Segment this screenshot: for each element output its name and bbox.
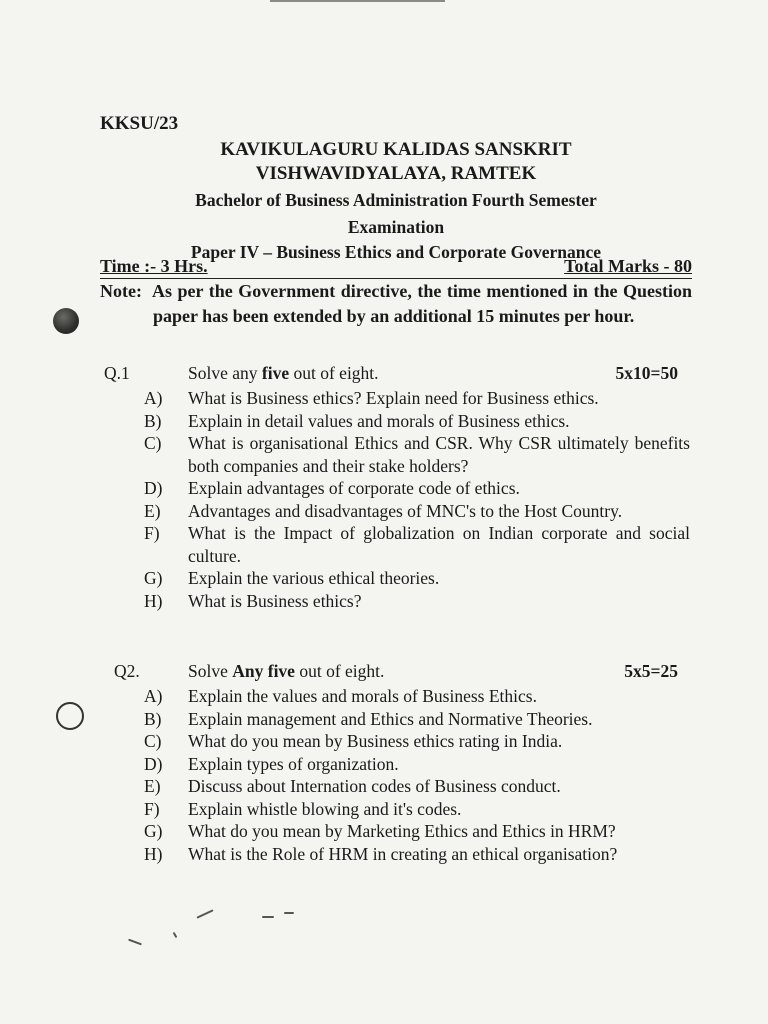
item-letter: H) [144, 590, 163, 611]
item-text: What do you mean by Marketing Ethics and Ethics in HRM? [188, 821, 616, 841]
item-letter: F) [144, 523, 160, 543]
item-text: What is the Role of HRM in creating an ethical organisation? [188, 843, 618, 864]
course-title-line2: Examination [347, 217, 445, 237]
question-item [100, 685, 690, 708]
item-text: What is Business ethics? [188, 590, 362, 611]
exam-duration: Time :- 3 Hrs. [100, 256, 208, 276]
question-item [100, 410, 690, 433]
question-item [100, 500, 690, 523]
note-text: As per the Government directive, the time mentioned in the Question paper has been extended by an additional 15 minutes per hour. [152, 281, 692, 326]
item-letter: G) [144, 568, 163, 588]
item-text: What is Business ethics? Explain need for Business ethics. [188, 388, 599, 408]
question-item [100, 843, 690, 866]
question-marks: 5x5=25 [624, 661, 678, 681]
instruction-emphasis: Any five [232, 661, 295, 681]
question-item [100, 798, 690, 821]
item-letter: E) [144, 500, 161, 521]
pen-mark [284, 912, 294, 914]
question-item [100, 753, 690, 776]
question-instruction [188, 661, 384, 682]
pen-mark [173, 932, 178, 938]
question-header [100, 363, 690, 387]
course-title-line1: Bachelor of Business Administration Fourth Semester [195, 190, 597, 210]
question-2 [100, 661, 690, 865]
pen-mark [262, 916, 274, 918]
question-item [100, 590, 690, 613]
instruction-text: Solve [188, 661, 233, 681]
question-instruction [188, 363, 379, 384]
page-top-rule [270, 0, 445, 2]
punch-hole-mark [53, 308, 79, 334]
university-name-line1: KAVIKULAGURU KALIDAS SANSKRIT [220, 139, 572, 160]
instruction-text: Solve any [188, 363, 262, 383]
total-marks: Total Marks - 80 [564, 256, 692, 276]
item-letter: D) [144, 478, 163, 498]
item-text: Explain the values and morals of Business Ethics. [188, 686, 537, 706]
exam-header [100, 138, 692, 264]
item-text: What is the Impact of globalization on Indian corporate and social culture. [188, 523, 690, 566]
item-letter: G) [144, 821, 163, 841]
question-item [100, 522, 690, 567]
question-number: Q2. [114, 661, 140, 681]
item-text: Explain management and Ethics and Normative Theories. [188, 708, 593, 729]
question-item [100, 387, 690, 410]
item-letter: B) [144, 410, 162, 431]
item-text: Explain in detail values and morals of Business ethics. [188, 410, 570, 431]
item-text: Explain whistle blowing and it's codes. [188, 798, 462, 819]
item-text: What is organisational Ethics and CSR. Why CSR ultimately benefits both companies and their stake holders? [188, 433, 690, 476]
item-letter: H) [144, 843, 163, 864]
item-letter: F) [144, 798, 160, 819]
university-name-line2: VISHWAVIDYALAYA, RAMTEK [255, 163, 537, 184]
item-letter: C) [144, 433, 162, 453]
instruction-emphasis: five [261, 363, 290, 383]
question-item [100, 820, 690, 843]
paper-code: KKSU/23 [100, 113, 179, 134]
question-number: Q.1 [104, 363, 130, 383]
question-item [100, 730, 690, 753]
question-item [100, 477, 690, 500]
item-letter: C) [144, 731, 162, 751]
item-text: Advantages and disadvantages of MNC's to the Host Country. [188, 500, 623, 521]
item-text: What do you mean by Business ethics rating in India. [188, 731, 563, 751]
item-text: Discuss about Internation codes of Business conduct. [188, 776, 561, 796]
punch-hole-mark [56, 702, 84, 730]
exam-note [100, 279, 692, 329]
instruction-text: out of eight. [294, 661, 385, 681]
pen-mark [196, 909, 213, 918]
question-item [100, 708, 690, 731]
question-item [100, 775, 690, 798]
item-text: Explain the various ethical theories. [188, 568, 440, 588]
question-item [100, 432, 690, 477]
pen-mark [128, 939, 142, 946]
item-letter: A) [144, 388, 163, 408]
question-marks: 5x10=50 [615, 363, 678, 383]
question-header [100, 661, 690, 685]
paper-title: Paper IV – Business Ethics and Corporate Governance [190, 242, 602, 262]
note-label: Note: [100, 281, 142, 301]
instruction-text: out of eight. [289, 363, 379, 383]
exam-meta-row [100, 256, 692, 279]
item-text: Explain advantages of corporate code of ethics. [188, 478, 520, 498]
item-letter: A) [144, 686, 163, 706]
item-letter: E) [144, 776, 161, 796]
question-item [100, 567, 690, 590]
item-letter: B) [144, 708, 162, 729]
item-letter: D) [144, 753, 163, 774]
question-1 [100, 363, 690, 612]
item-text: Explain types of organization. [188, 753, 399, 774]
